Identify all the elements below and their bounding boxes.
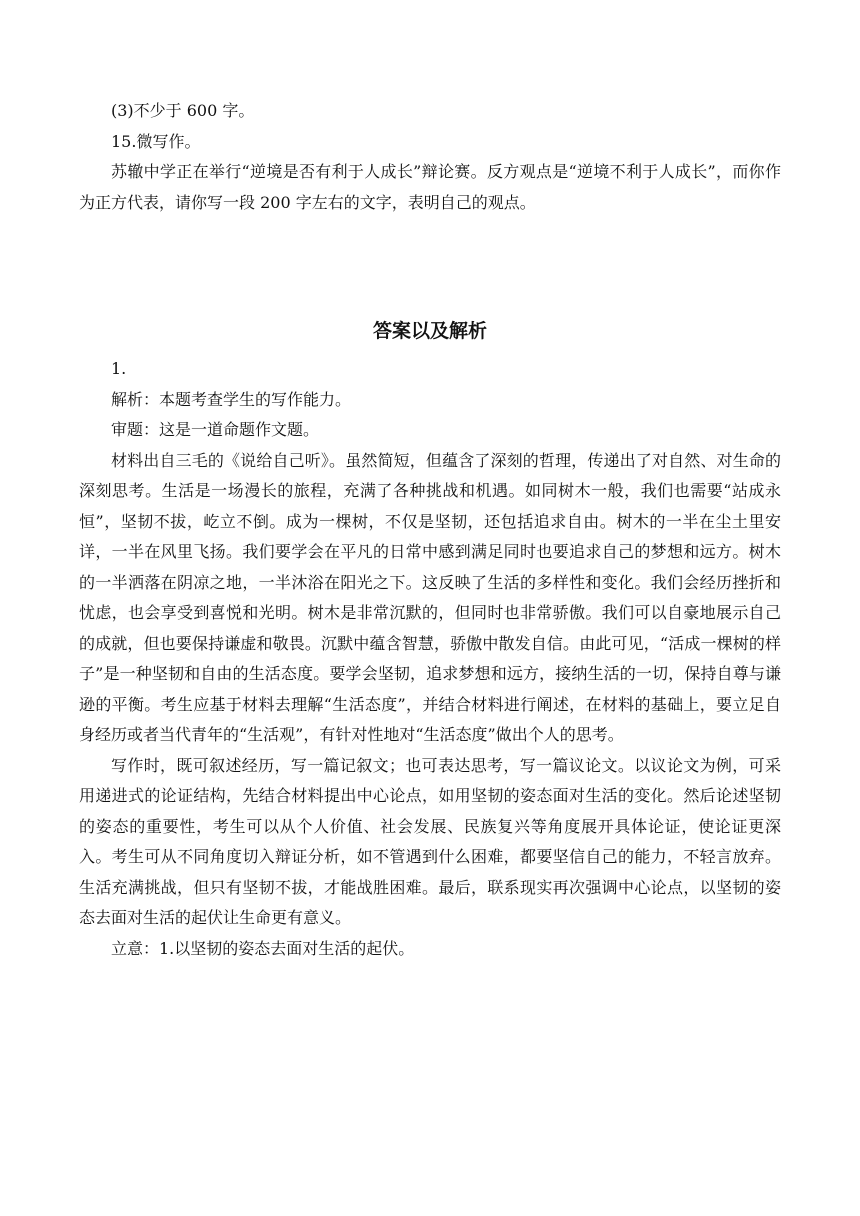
section-gap (79, 218, 781, 308)
review-paragraph: 审题：这是一道命题作文题。 (111, 420, 320, 439)
question-15-body: 苏辙中学正在举行“逆境是否有利于人成长”辩论赛。反方观点是“逆境不利于人成长”，而你作为正方代表，请你写一段 200 字左右的文字，表明自己的观点。 (79, 162, 781, 212)
material-paragraph: 材料出自三毛的《说给自己听》。虽然简短，但蕴含了深刻的哲理，传递出了对自然、对生命的深刻思考。生活是一场漫长的旅程，充满了各种挑战和机遇。如同树木一般，我们也需要“站成永恒”，坚韧不拔，屹立不倒。成为一棵树，不仅是坚韧，还包括追求自由。树木的一半在尘土里安详，一半在风里飞扬。我们要学会在平凡的日常中感到满足同时也要追求自己的梦想和远方。树木的一半洒落在阴凉之地，一半沐浴在阳光之下。这反映了生活的多样性和变化。我们会经历挫折和忧虑，也会享受到喜悦和光明。树木是非常沉默的，但同时也非常骄傲。我们可以自豪地展示自己的成就，但也要保持谦虚和敬畏。沉默中蕴含智慧，骄傲中散发自信。由此可见，“活成一棵树的样子”是一种坚韧和自由的生活态度。要学会坚韧，追求梦想和远方，接纳生活的一切，保持自尊与谦逊的平衡。考生应基于材料去理解“生活态度”，并结合材料进行阐述，在材料的基础上，要立足自身经历或者当代青年的“生活观”，有针对性地对“生活态度”做出个人的思考。 (79, 450, 781, 744)
answers-heading: 答案以及解析 (372, 320, 487, 342)
answer-item-1-number: 1. (111, 359, 127, 378)
requirement-3: (3)不少于 600 字。 (111, 101, 255, 120)
question-15-title: 15.微写作。 (111, 131, 201, 151)
document-page (79, 96, 781, 964)
writing-paragraph: 写作时，既可叙述经历，写一篇记叙文；也可表达思考，写一篇议论文。以议论文为例，可采用递进式的论证结构，先结合材料提出中心论点，如用坚韧的姿态面对生活的变化。然后论述坚韧的姿态的重要性，考生可以从个人价值、社会发展、民族复兴等角度展开具体论证，使论证更深入。考生可从不同角度切入辩证分析，如不管遇到什么困难，都要坚信自己的能力，不轻言放弃。生活充满挑战，但只有坚韧不拔，才能战胜困难。最后，联系现实再次强调中心论点，以坚韧的姿态去面对生活的起伏让生命更有意义。 (79, 755, 781, 927)
intent-paragraph: 立意：1.以坚韧的姿态去面对生活的起伏。 (111, 938, 415, 958)
analysis-paragraph: 解析：本题考查学生的写作能力。 (111, 389, 352, 409)
